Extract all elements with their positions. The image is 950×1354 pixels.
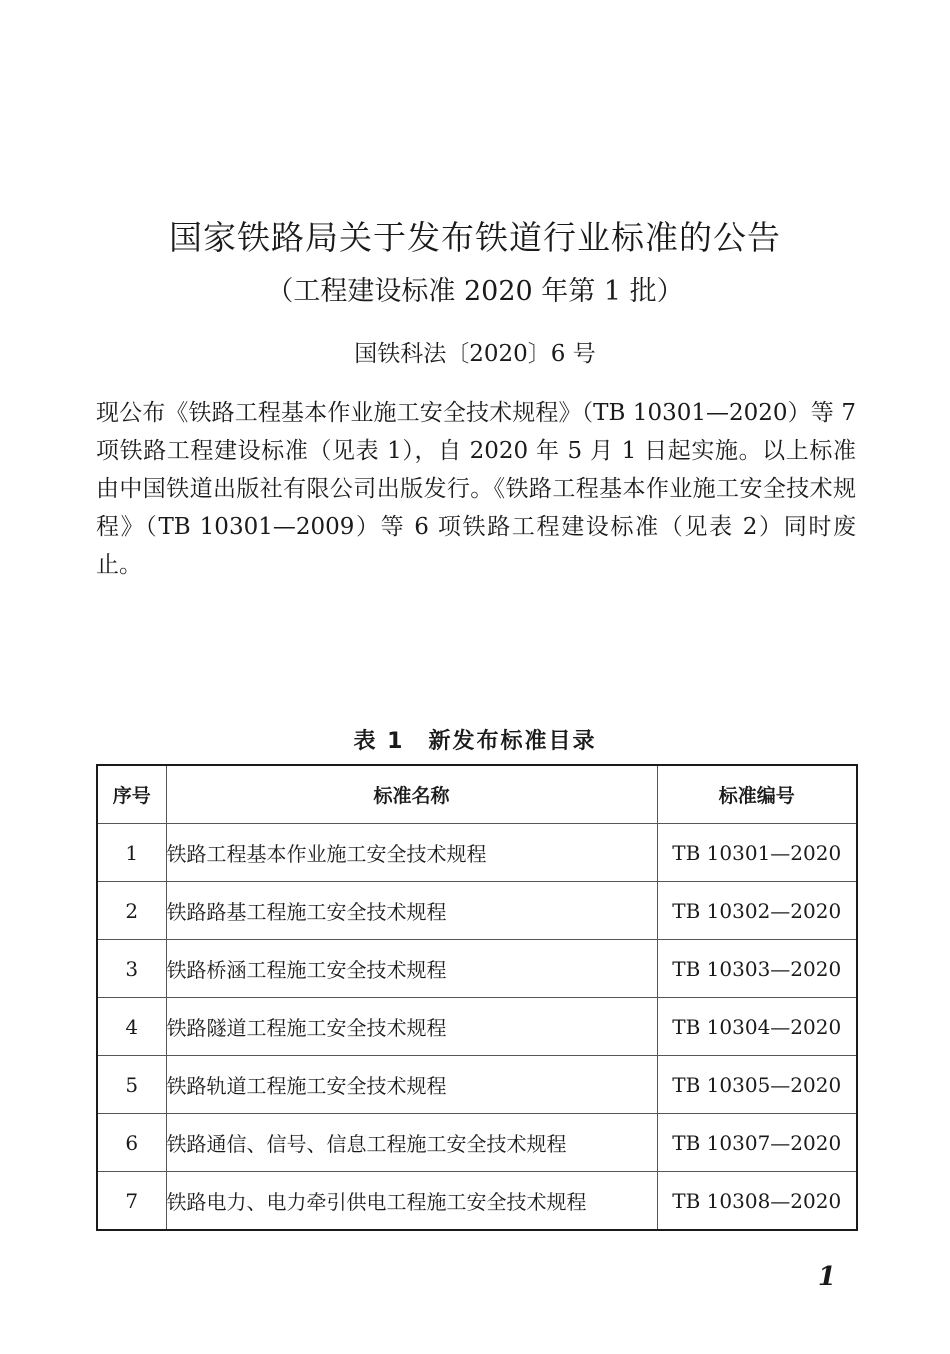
row-standard-code: TB 10302—2020 <box>657 882 857 940</box>
row-index: 3 <box>97 940 166 998</box>
row-standard-name: 铁路轨道工程施工安全技术规程 <box>166 1056 657 1114</box>
table-row <box>97 882 857 940</box>
row-standard-name: 铁路电力、电力牵引供电工程施工安全技术规程 <box>166 1172 657 1231</box>
document-number: 国铁科法〔2020〕6 号 <box>354 341 596 367</box>
row-index: 6 <box>97 1114 166 1172</box>
row-index: 1 <box>97 824 166 882</box>
row-standard-name: 铁路通信、信号、信息工程施工安全技术规程 <box>166 1114 657 1172</box>
row-standard-code: TB 10303—2020 <box>657 940 857 998</box>
document-title: 国家铁路局关于发布铁道行业标准的公告 <box>169 218 781 257</box>
row-standard-code: TB 10307—2020 <box>657 1114 857 1172</box>
header-standard-name: 标准名称 <box>166 765 657 824</box>
row-standard-code: TB 10301—2020 <box>657 824 857 882</box>
row-standard-name: 铁路桥涵工程施工安全技术规程 <box>166 940 657 998</box>
row-standard-name: 铁路工程基本作业施工安全技术规程 <box>166 824 657 882</box>
row-index: 5 <box>97 1056 166 1114</box>
table-row <box>97 1056 857 1114</box>
header-standard-code: 标准编号 <box>657 765 857 824</box>
announcement-body: 现公布《铁路工程基本作业施工安全技术规程》（TB 10301—2020）等 7 项铁路工程建设标准（见表 1），自 2020 年 5 月 1 日起实施。以上标准由中国铁道出版社有限公司出版发行。《铁路工程基本作业施工安全技术规程》（TB 10301—2009）等 6 项铁路工程建设标准（见表 2）同时废止。 <box>96 400 856 578</box>
row-standard-code: TB 10304—2020 <box>657 998 857 1056</box>
row-standard-code: TB 10308—2020 <box>657 1172 857 1231</box>
document-subtitle: （工程建设标准 2020 年第 1 批） <box>266 276 684 307</box>
table-caption: 表 1 新发布标准目录 <box>353 729 597 754</box>
table-header-row <box>97 765 857 824</box>
table-row <box>97 824 857 882</box>
row-standard-name: 铁路隧道工程施工安全技术规程 <box>166 998 657 1056</box>
row-standard-code: TB 10305—2020 <box>657 1056 857 1114</box>
page-number: 1 <box>817 1262 836 1292</box>
header-index: 序号 <box>97 765 166 824</box>
table-row <box>97 998 857 1056</box>
table-row <box>97 940 857 998</box>
table-row <box>97 1114 857 1172</box>
table-row <box>97 1172 857 1231</box>
row-index: 4 <box>97 998 166 1056</box>
row-standard-name: 铁路路基工程施工安全技术规程 <box>166 882 657 940</box>
standards-table <box>96 764 858 1231</box>
row-index: 2 <box>97 882 166 940</box>
row-index: 7 <box>97 1172 166 1231</box>
